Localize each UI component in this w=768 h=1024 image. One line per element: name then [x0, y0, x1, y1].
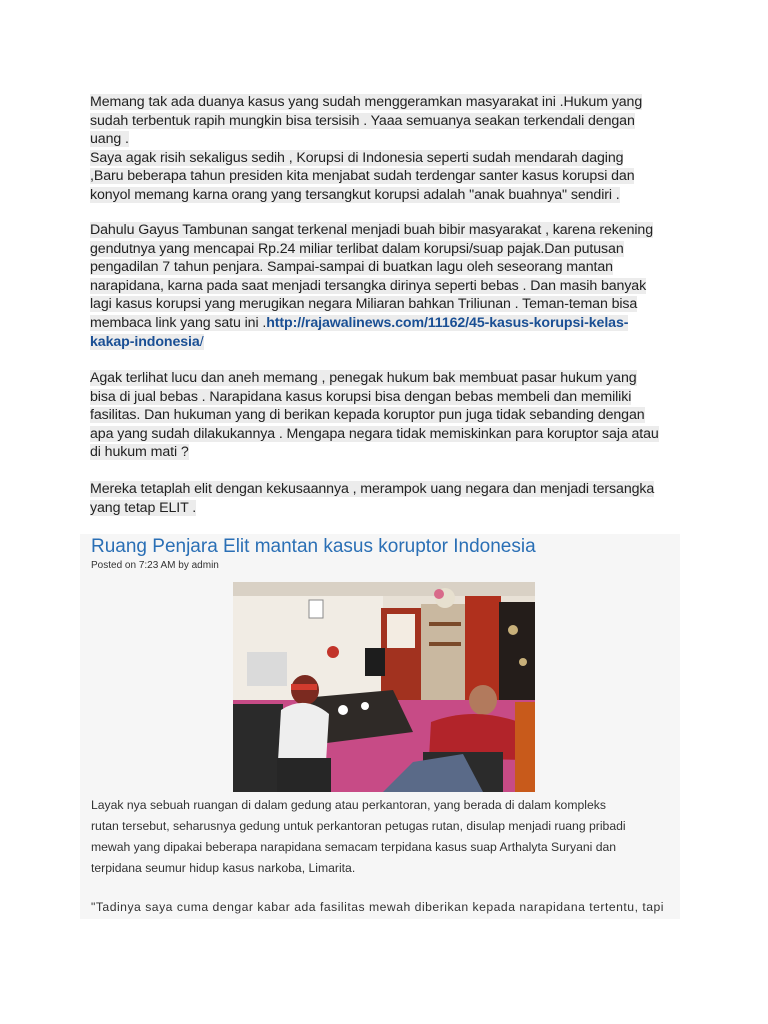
text-line-prefix: membaca link yang satu ini . [90, 314, 267, 331]
text-line: lagi kasus korupsi yang merugikan negara Miliaran bahkan Triliunan . Teman-teman bisa [90, 296, 638, 313]
article-body [91, 795, 681, 879]
paragraph-3 [90, 369, 680, 462]
text-line: pengadilan 7 tahun penjara. Sampai-sampai di buatkan lagu oleh seseorang mantan [90, 259, 613, 276]
paragraph-2 [90, 221, 680, 351]
text-line [90, 315, 628, 331]
text-line: Mereka tetaplah elit dengan kekusaannya , merampok uang negara dan menjadi tersangka [90, 481, 655, 497]
article-title[interactable]: Ruang Penjara Elit mantan kasus koruptor Indonesia [91, 536, 536, 557]
text-line: Saya agak risih sekaligus sedih , Korupsi di Indonesia seperti sudah mendarah daging [90, 149, 624, 166]
paragraph-1 [90, 93, 680, 205]
text-line: gendutnya yang mencapai Rp.24 miliar terlibat dalam korupsi/suap pajak.Dan putusan [90, 240, 624, 257]
paragraph-4 [90, 480, 680, 517]
article-link[interactable]: http://rajawalinews.com/11162/45-kasus-korupsi-kelas- [266, 314, 629, 331]
text-line [90, 334, 204, 350]
text-line: sudah terbentuk rapih mungkin bisa tersisih . Yaaa semuanya seakan terkendali dengan [90, 112, 635, 129]
prison-room-illustration [233, 582, 535, 792]
text-line: Memang tak ada duanya kasus yang sudah menggeramkan masyarakat ini .Hukum yang [90, 94, 643, 110]
text-line: mewah yang dipakai beberapa narapidana semacam terpidana kasus suap Arthalyta Suryani dan [91, 840, 617, 854]
text-line: narapidana, karna pada saat menjadi tersangka dirinya seperti bebas . Dan masih banyak [90, 277, 647, 294]
text-line: Layak nya sebuah ruangan di dalam gedung atau perkantoran, yang berada di dalam kompleks [91, 798, 606, 812]
text-line: di hukum mati ? [90, 444, 189, 461]
text-line: bisa di jual bebas . Narapidana kasus korupsi bisa dengan bebas membeli dan memiliki [90, 388, 632, 405]
text-line: yang tetap ELIT . [90, 499, 197, 516]
post-meta: Posted on 7:23 AM by admin [91, 560, 219, 571]
text-line: uang . [90, 131, 129, 148]
article-link-continued[interactable]: kakap-indonesia [90, 333, 200, 350]
text-line: rutan tersebut, seharusnya gedung untuk perkantoran petugas rutan, disulap menjadi ruang pribadi [91, 819, 626, 833]
text-line: fasilitas. Dan hukuman yang di berikan kepada koruptor pun juga tidak sebanding dengan [90, 407, 645, 424]
text-line: terpidana seumur hidup kasus narkoba, Limarita. [91, 861, 356, 875]
article-quote: "Tadinya saya cuma dengar kabar ada fasilitas mewah diberikan kepada narapidana tertentu, tapi [91, 900, 665, 914]
text-line: apa yang sudah dilakukannya . Mengapa negara tidak memiskinkan para koruptor saja atau [90, 425, 659, 442]
link-suffix: / [199, 333, 204, 350]
text-line: ,Baru beberapa tahun presiden kita menjabat sudah terdengar santer kasus korupsi dan [90, 168, 635, 185]
text-line: Agak terlihat lucu dan aneh memang , penegak hukum bak membuat pasar hukum yang [90, 370, 637, 386]
text-line: Dahulu Gayus Tambunan sangat terkenal menjadi buah bibir masyarakat , karena rekening [90, 222, 654, 238]
article-photo [233, 582, 535, 792]
text-line: konyol memang karna orang yang tersangkut korupsi adalah "anak buahnya" sendiri . [90, 186, 620, 203]
